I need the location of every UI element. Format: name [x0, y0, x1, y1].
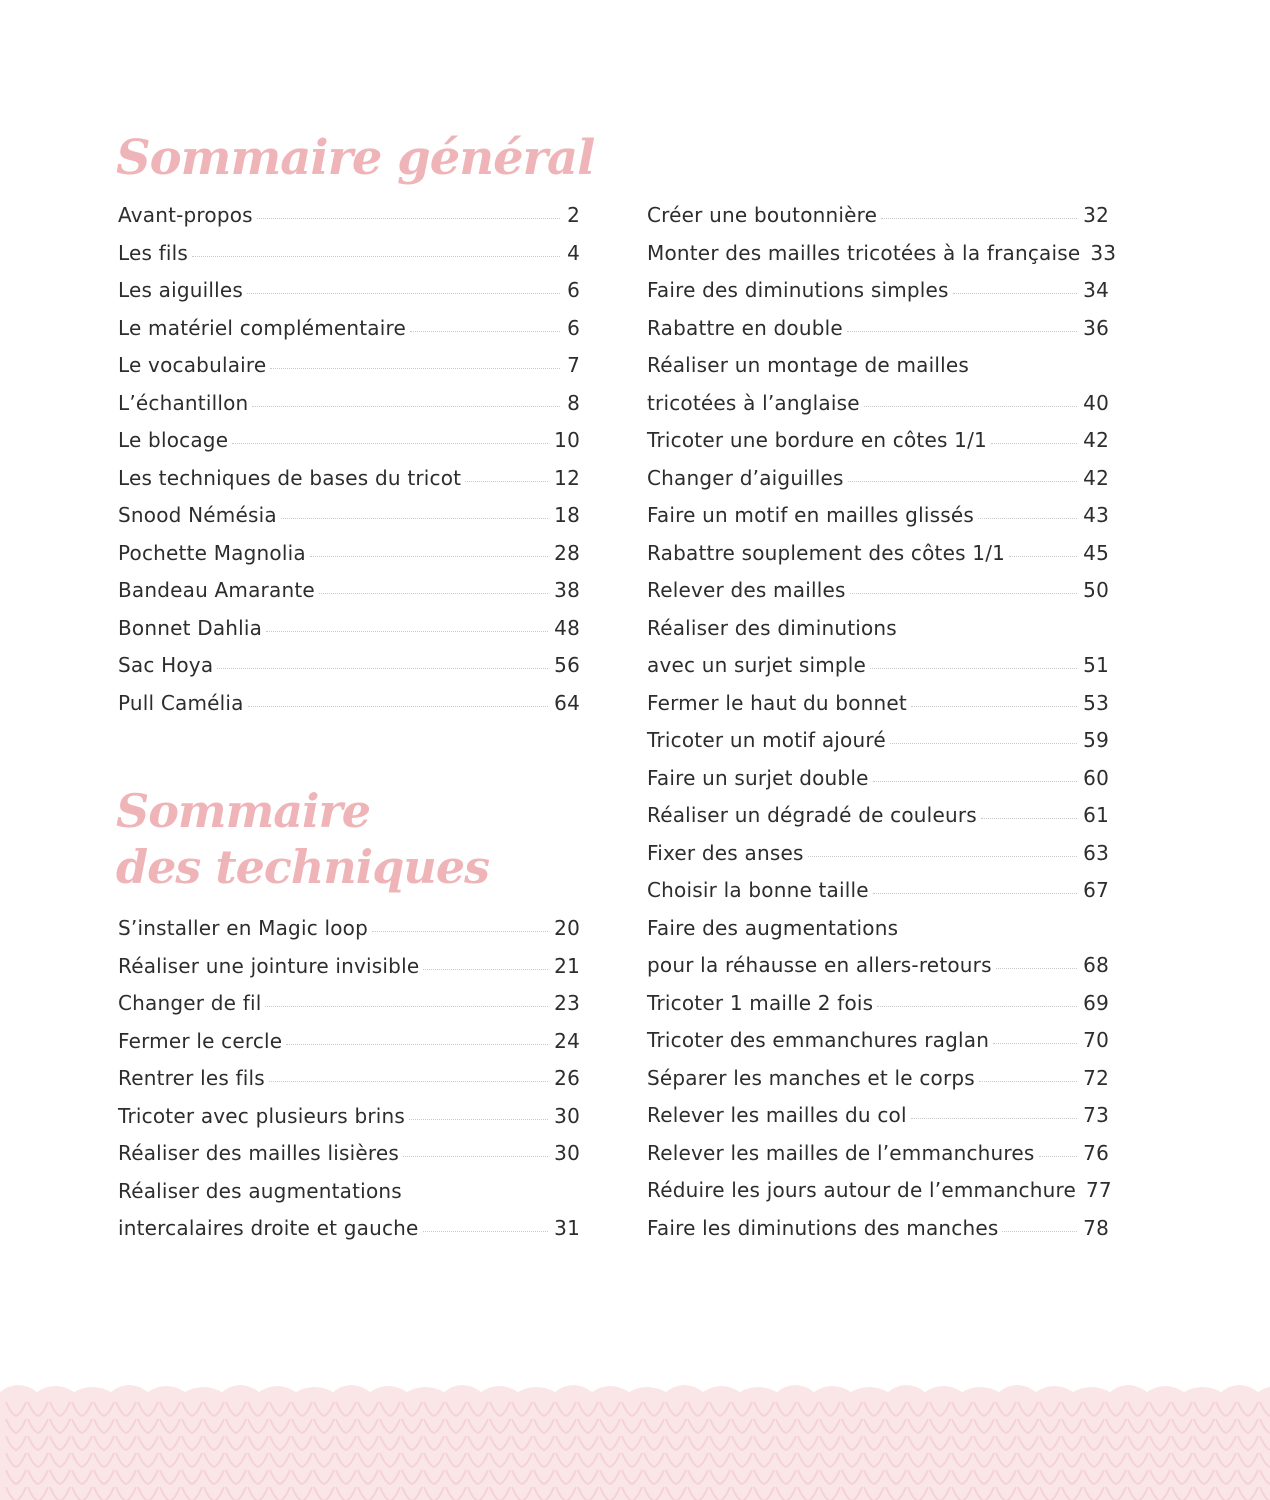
- toc-entry: [118, 1216, 580, 1254]
- toc-entry: [647, 991, 1109, 1029]
- toc-entry: [647, 316, 1109, 354]
- toc-entry-title: Monter des mailles tricotées à la française: [647, 240, 1081, 265]
- toc-entry-page: 6: [567, 278, 580, 302]
- toc-entry-page: 8: [567, 390, 580, 415]
- toc-entry-title: Le vocabulaire: [118, 353, 267, 377]
- toc-entry-title: Fermer le haut du bonnet: [647, 690, 907, 715]
- dot-leader: [286, 1044, 548, 1045]
- toc-entry: [647, 503, 1109, 541]
- toc-entry: [118, 316, 580, 354]
- toc-entry-title: Relever les mailles du col: [647, 1103, 907, 1127]
- toc-entry-title: Sac Hoya: [118, 653, 214, 677]
- dot-leader: [465, 481, 548, 482]
- toc-entry: [647, 1141, 1109, 1179]
- toc-entry-page: 68: [1083, 953, 1109, 977]
- dot-leader: [403, 1156, 548, 1157]
- dot-leader: [1039, 1156, 1078, 1157]
- dot-leader: [993, 1043, 1077, 1044]
- dot-leader: [217, 668, 548, 669]
- toc-entry-page: 2: [567, 203, 580, 227]
- dot-leader: [252, 406, 560, 407]
- toc-entry-title: Réduire les jours autour de l’emmanchure: [647, 1178, 1076, 1202]
- toc-techniques-right-list: [647, 203, 1117, 1253]
- toc-entry: [118, 691, 580, 729]
- toc-entry-page: 63: [1083, 840, 1109, 865]
- dot-leader: [1009, 556, 1077, 557]
- dot-leader: [409, 1119, 548, 1120]
- dot-leader: [877, 1006, 1077, 1007]
- dot-leader: [953, 293, 1077, 294]
- toc-entry: [647, 653, 1109, 691]
- dot-leader: [269, 1081, 548, 1082]
- toc-entry: [118, 541, 580, 579]
- toc-entry: [118, 991, 580, 1029]
- toc-entry: [118, 241, 580, 279]
- toc-entry: [118, 1141, 580, 1179]
- toc-entry-title: Réaliser des diminutions: [647, 615, 897, 640]
- toc-entry-title: Bonnet Dahlia: [118, 615, 263, 640]
- toc-entry-title: tricotées à l’anglaise: [647, 390, 860, 415]
- toc-entry-page: 43: [1083, 503, 1109, 527]
- toc-entry-title: S’installer en Magic loop: [118, 916, 368, 940]
- toc-entry-page: 70: [1083, 1028, 1109, 1052]
- toc-entry-title: Réaliser des mailles lisières: [118, 1141, 399, 1165]
- dot-leader: [848, 481, 1078, 482]
- toc-entry-page: 48: [554, 615, 580, 640]
- toc-entry-page: 73: [1083, 1103, 1109, 1127]
- toc-entry: [647, 203, 1109, 241]
- toc-entry: [647, 240, 1117, 279]
- toc-entry-page: 78: [1083, 1215, 1109, 1240]
- toc-entry-title: Avant-propos: [118, 203, 253, 227]
- toc-entry-page: 32: [1083, 203, 1109, 227]
- dot-leader: [192, 256, 560, 257]
- dot-leader: [996, 968, 1077, 969]
- toc-entry: [647, 766, 1109, 804]
- toc-entry: [647, 466, 1109, 504]
- toc-entry-title: Fermer le cercle: [118, 1028, 283, 1053]
- toc-entry-title: Réaliser des augmentations: [118, 1178, 402, 1203]
- toc-entry-page: 72: [1083, 1065, 1109, 1090]
- toc-entry: [647, 803, 1109, 841]
- toc-entry: [118, 1029, 580, 1067]
- dot-leader: [873, 781, 1078, 782]
- dot-leader: [979, 1081, 1077, 1082]
- dot-leader: [850, 593, 1078, 594]
- toc-entry-page: 42: [1083, 428, 1109, 452]
- toc-entry: [118, 203, 580, 241]
- toc-entry-title: Les aiguilles: [118, 278, 244, 302]
- dot-leader: [248, 706, 549, 707]
- toc-entry-page: 10: [554, 428, 580, 452]
- toc-entry: [647, 1216, 1109, 1254]
- dot-leader: [864, 406, 1077, 407]
- dot-leader: [973, 368, 1089, 369]
- dot-leader: [257, 218, 560, 219]
- dot-leader: [1002, 1231, 1077, 1232]
- toc-entry: [118, 353, 580, 391]
- toc-entry-page: 12: [554, 465, 580, 490]
- toc-entry: [647, 616, 1109, 654]
- dot-leader: [423, 1231, 549, 1232]
- toc-entry: [118, 653, 580, 691]
- toc-entry-title: Réaliser un montage de mailles: [647, 353, 970, 377]
- toc-entry-page: 40: [1083, 390, 1109, 415]
- toc-entry: [647, 953, 1109, 991]
- toc-entry: [647, 1178, 1112, 1216]
- toc-entry-title: Séparer les manches et le corps: [647, 1065, 975, 1090]
- toc-entry: [647, 541, 1109, 579]
- dot-leader: [890, 743, 1077, 744]
- toc-entry: [647, 878, 1109, 916]
- heading-sommaire-techniques: [116, 782, 489, 896]
- toc-entry-page: 59: [1083, 728, 1109, 752]
- dot-leader: [911, 1118, 1077, 1119]
- dot-leader: [423, 969, 548, 970]
- toc-entry-title: Relever les mailles de l’emmanchures: [647, 1140, 1035, 1165]
- dot-leader: [310, 556, 548, 557]
- toc-entry-title: Le matériel complémentaire: [118, 315, 407, 340]
- toc-entry-page: 34: [1083, 278, 1109, 302]
- toc-entry-page: 24: [554, 1028, 580, 1053]
- toc-entry-title: Relever des mailles: [647, 578, 846, 602]
- toc-entry-page: 56: [554, 653, 580, 677]
- toc-entry-page: 60: [1083, 765, 1109, 790]
- toc-entry: [118, 278, 580, 316]
- toc-entry-page: 38: [554, 578, 580, 602]
- knit-texture-border: [0, 1370, 1270, 1500]
- toc-entry-page: 31: [554, 1216, 580, 1240]
- toc-entry: [118, 428, 580, 466]
- toc-general-list: [118, 203, 580, 728]
- toc-entry-page: 33: [1090, 240, 1117, 265]
- toc-entry: [118, 1066, 580, 1104]
- toc-entry-title: Tricoter 1 maille 2 fois: [647, 990, 874, 1015]
- toc-entry-page: 30: [554, 1103, 580, 1128]
- toc-entry: [118, 466, 580, 504]
- toc-entry-title: Le blocage: [118, 428, 229, 452]
- toc-entry: [647, 916, 1109, 954]
- dot-leader: [901, 631, 1089, 632]
- toc-entry-title: Réaliser une jointure invisible: [118, 953, 420, 978]
- toc-entry-title: Faire les diminutions des manches: [647, 1215, 999, 1240]
- dot-leader: [281, 518, 548, 519]
- toc-entry-page: 21: [554, 953, 580, 978]
- toc-entry-page: 6: [567, 315, 580, 340]
- toc-entry: [647, 578, 1109, 616]
- toc-techniques-left-list: [118, 916, 580, 1254]
- toc-entry-title: Pull Camélia: [118, 690, 244, 715]
- toc-entry: [647, 278, 1109, 316]
- dot-leader: [978, 518, 1077, 519]
- toc-entry: [647, 391, 1109, 429]
- toc-entry-title: Changer d’aiguilles: [647, 465, 844, 490]
- toc-entry-title: Choisir la bonne taille: [647, 878, 869, 902]
- toc-entry-title: Faire un motif en mailles glissés: [647, 503, 974, 527]
- toc-entry-page: 77: [1085, 1178, 1112, 1202]
- toc-entry-page: 7: [567, 353, 580, 377]
- toc-entry-page: 36: [1083, 315, 1109, 340]
- toc-entry: [647, 428, 1109, 466]
- toc-entry-title: Faire des augmentations: [647, 915, 899, 940]
- toc-entry-page: 53: [1083, 690, 1109, 715]
- toc-entry: [118, 503, 580, 541]
- toc-entry-page: 26: [554, 1066, 580, 1090]
- toc-entry-title: pour la réhausse en allers-retours: [647, 953, 992, 977]
- toc-entry: [647, 691, 1109, 729]
- toc-entry-title: Bandeau Amarante: [118, 578, 315, 602]
- dot-leader: [873, 893, 1077, 894]
- toc-entry-page: 30: [554, 1141, 580, 1165]
- toc-entry-title: Faire des diminutions simples: [647, 278, 949, 302]
- toc-entry-title: Les techniques de bases du tricot: [118, 465, 462, 490]
- toc-entry-title: Pochette Magnolia: [118, 540, 306, 565]
- toc-entry-page: 64: [554, 690, 580, 715]
- dot-leader: [991, 443, 1077, 444]
- dot-leader: [265, 1006, 548, 1007]
- toc-entry-page: 20: [554, 916, 580, 940]
- heading-techniques-line2: des techniques: [116, 840, 490, 894]
- toc-entry-page: 50: [1083, 578, 1109, 602]
- toc-entry: [647, 1066, 1109, 1104]
- toc-entry-title: Rabattre souplement des côtes 1/1: [647, 540, 1006, 565]
- dot-leader: [247, 293, 560, 294]
- toc-entry: [118, 916, 580, 954]
- toc-entry: [647, 841, 1109, 879]
- toc-entry: [118, 616, 580, 654]
- toc-entry-title: Créer une boutonnière: [647, 203, 878, 227]
- toc-entry: [118, 391, 580, 429]
- toc-entry-title: Snood Némésia: [118, 503, 277, 527]
- toc-entry-title: L’échantillon: [118, 390, 249, 415]
- toc-entry-title: Les fils: [118, 240, 189, 265]
- toc-entry-page: 23: [554, 991, 580, 1015]
- heading-sommaire-general: Sommaire général: [116, 130, 595, 186]
- toc-entry: [647, 728, 1109, 766]
- dot-leader: [870, 668, 1077, 669]
- toc-entry: [118, 578, 580, 616]
- toc-entry-title: avec un surjet simple: [647, 653, 867, 677]
- toc-entry: [118, 1104, 580, 1142]
- toc-entry-page: 42: [1083, 465, 1109, 490]
- toc-entry-title: Tricoter un motif ajouré: [647, 728, 886, 752]
- toc-entry: [118, 954, 580, 992]
- dot-leader: [270, 368, 560, 369]
- dot-leader: [410, 331, 560, 332]
- toc-entry-page: 67: [1083, 878, 1109, 902]
- dot-leader: [372, 931, 548, 932]
- toc-entry-title: intercalaires droite et gauche: [118, 1216, 419, 1240]
- dot-leader: [808, 856, 1078, 857]
- toc-entry-page: 51: [1083, 653, 1109, 677]
- toc-entry-title: Tricoter des emmanchures raglan: [647, 1028, 990, 1052]
- toc-entry: [647, 1028, 1109, 1066]
- toc-entry-page: 28: [554, 540, 580, 565]
- dot-leader: [881, 218, 1077, 219]
- dot-leader: [911, 706, 1077, 707]
- toc-entry-title: Fixer des anses: [647, 840, 804, 865]
- toc-entry: [118, 1179, 580, 1217]
- dot-leader: [266, 631, 548, 632]
- toc-entry-title: Rabattre en double: [647, 315, 843, 340]
- dot-leader: [232, 443, 548, 444]
- toc-entry-page: 4: [567, 240, 580, 265]
- dot-leader: [847, 331, 1077, 332]
- toc-entry-page: 76: [1083, 1140, 1109, 1165]
- toc-entry-title: Faire un surjet double: [647, 765, 869, 790]
- toc-entry-title: Tricoter avec plusieurs brins: [118, 1103, 406, 1128]
- dot-leader: [902, 931, 1089, 932]
- toc-entry-page: 69: [1083, 990, 1109, 1015]
- toc-entry-page: 61: [1083, 803, 1109, 827]
- toc-entry: [647, 1103, 1109, 1141]
- toc-entry-title: Réaliser un dégradé de couleurs: [647, 803, 977, 827]
- dot-leader: [319, 593, 548, 594]
- dot-leader: [406, 1194, 560, 1195]
- toc-entry: [647, 353, 1109, 391]
- toc-entry-title: Changer de fil: [118, 991, 262, 1015]
- toc-entry-page: 18: [554, 503, 580, 527]
- heading-techniques-line1: Sommaire: [116, 784, 371, 838]
- toc-entry-title: Rentrer les fils: [118, 1066, 265, 1090]
- toc-entry-page: 45: [1083, 540, 1109, 565]
- dot-leader: [981, 818, 1077, 819]
- toc-entry-title: Tricoter une bordure en côtes 1/1: [647, 428, 987, 452]
